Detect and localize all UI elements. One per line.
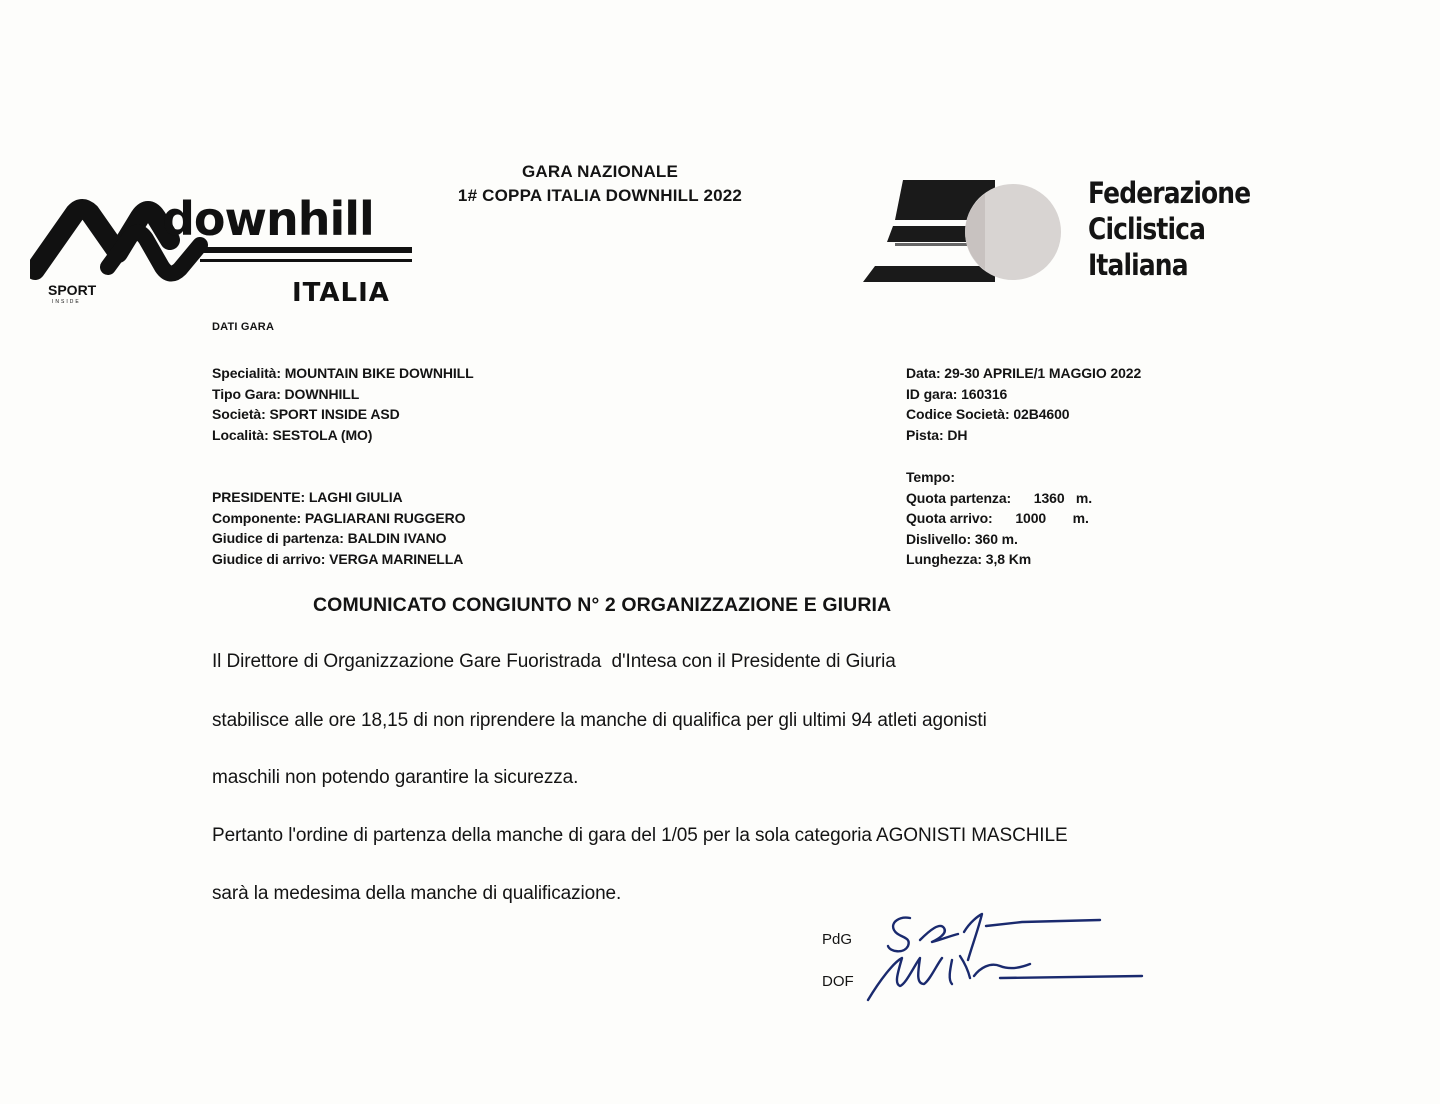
info-line: Quota partenza: 1360 m. [906, 489, 1093, 506]
body-line: Pertanto l'ordine di partenza della manche di gara del 1/05 per la sola categoria AGONISTI MASCHILE [212, 825, 1068, 846]
fci-line1: Federazione [1088, 176, 1251, 210]
logo-sub: ITALIA [292, 278, 390, 308]
info-line: Specialità: MOUNTAIN BIKE DOWNHILL [212, 365, 474, 381]
body-line: sarà la medesima della manche di qualificazione. [212, 883, 622, 904]
info-line: Codice Società: 02B4600 [906, 406, 1070, 422]
communique-title: COMUNICATO CONGIUNTO N° 2 ORGANIZZAZIONE E GIURIA [313, 594, 892, 616]
info-line: Località: SESTOLA (MO) [212, 426, 373, 443]
info-line: Quota arrivo: 1000 m. [906, 510, 1089, 526]
info-line: Tipo Gara: DOWNHILL [212, 385, 360, 402]
info-line: Data: 29-30 APRILE/1 MAGGIO 2022 [906, 365, 1142, 381]
downhill-italia-logo [30, 195, 425, 310]
race-name: 1# COPPA ITALIA DOWNHILL 2022 [457, 186, 743, 205]
body-line: stabilisce alle ore 18,15 di non riprendere la manche di qualifica per gli ultimi 94 atleti agonisti [212, 710, 987, 731]
race-info-left [212, 363, 474, 445]
race-header [420, 160, 780, 208]
fci-line3: Italiana [1088, 248, 1188, 282]
section-label: DATI GARA [212, 321, 275, 333]
info-line: Lunghezza: 3,8 Km [906, 551, 1032, 567]
race-info-right [906, 363, 1141, 445]
logo-brand: SPORT [48, 282, 97, 298]
handwritten-signature [860, 900, 1160, 1010]
body-line: Il Direttore di Organizzazione Gare Fuoristrada d'Intesa con il Presidente di Giuria [212, 651, 896, 672]
fci-name [1088, 175, 1250, 283]
fci-line2: Ciclistica [1088, 212, 1206, 246]
info-line: ID gara: 160316 [906, 385, 1008, 402]
track-info [906, 467, 1092, 570]
signature-label-pdg: PdG [822, 931, 853, 948]
info-line: Giudice di arrivo: VERGA MARINELLA [212, 550, 464, 567]
race-type: GARA NAZIONALE [521, 162, 679, 181]
jury-info [212, 487, 465, 569]
info-line: Società: SPORT INSIDE ASD [212, 406, 400, 422]
info-line: Tempo: [906, 469, 955, 485]
logo-brand-small: INSIDE [52, 299, 81, 305]
info-line: Pista: DH [906, 426, 968, 443]
logo-wordmark: downhill [162, 195, 374, 246]
info-line: PRESIDENTE: LAGHI GIULIA [212, 489, 403, 505]
info-line: Componente: PAGLIARANI RUGGERO [212, 509, 466, 526]
info-line: Giudice di partenza: BALDIN IVANO [212, 530, 447, 546]
signature-label-dof: DOF [822, 973, 854, 990]
body-line: maschili non potendo garantire la sicurezza. [212, 767, 579, 788]
info-line: Dislivello: 360 m. [906, 530, 1018, 547]
